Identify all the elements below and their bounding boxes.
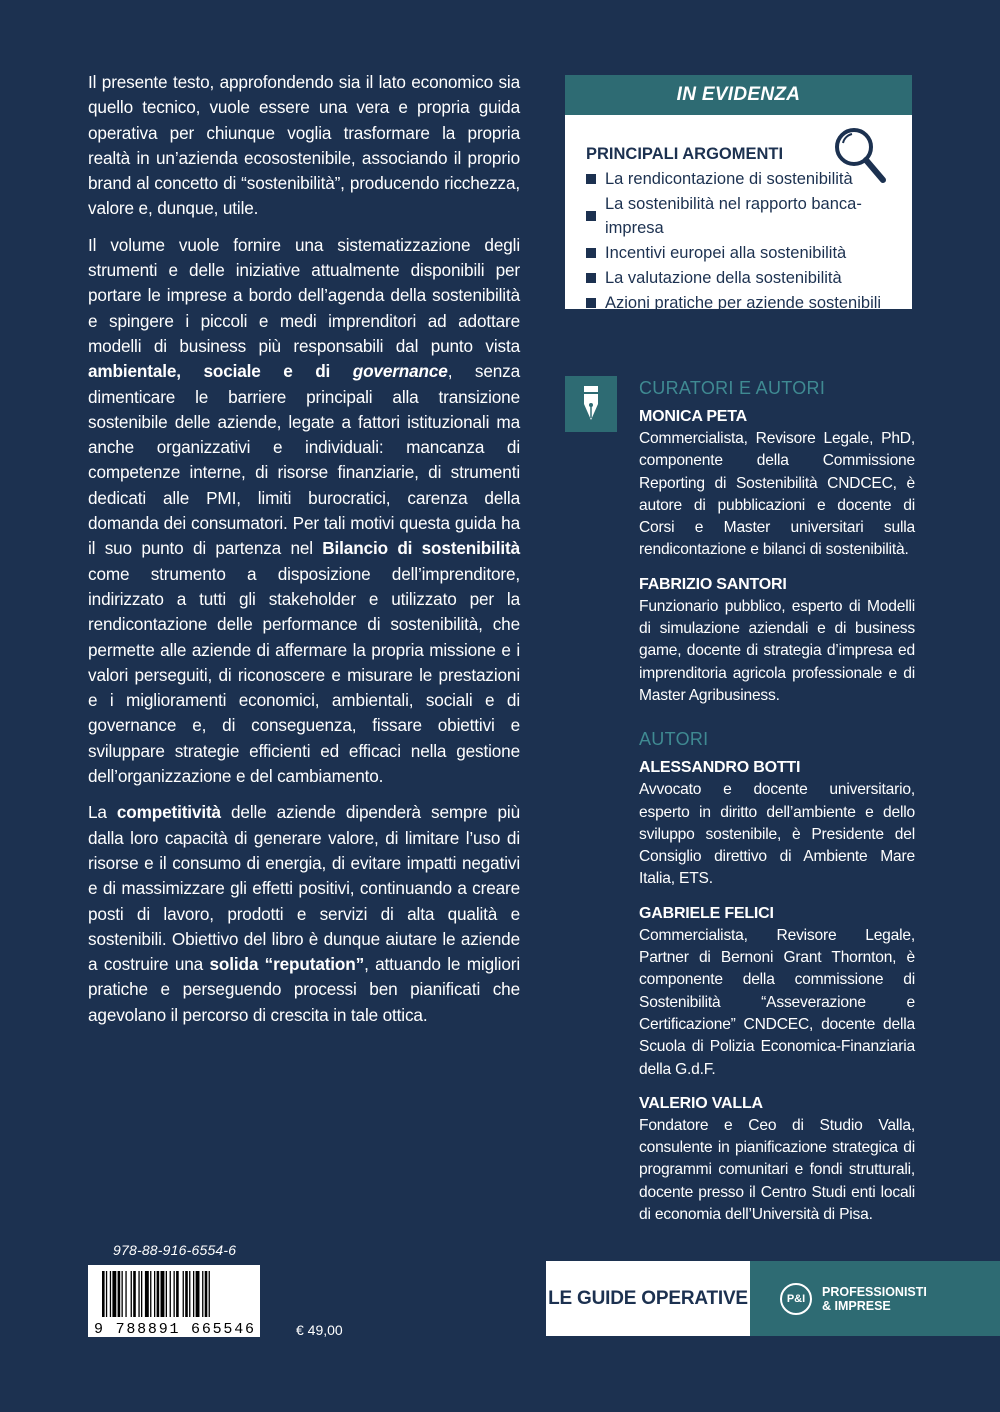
bold-run: solida “reputation” [209, 954, 365, 975]
topic-label: Incentivi europei alla sostenibilità [605, 244, 847, 263]
topic-label: Azioni pratiche per aziende sostenibili [605, 293, 882, 312]
text-run: , attuando le migliori pratiche e perseguendo processi ben pianificati che agevolano il percorso di crescita in tale ottica. [88, 954, 520, 1025]
barcode-bar [174, 1271, 175, 1317]
barcode-bar [189, 1271, 190, 1317]
author-entry [639, 574, 915, 707]
author-entry [639, 406, 915, 562]
description-paragraph-3 [88, 800, 520, 1028]
author-name: VALERIO VALLA [639, 1094, 763, 1112]
topic-item [586, 291, 892, 316]
barcode-bar [196, 1271, 200, 1317]
author-bio: Commercialista, Revisore Legale, PhD, componente della Commissione Reporting di Sostenibilità CNDCEC, è autore di pubblicazioni e docente di Corsi e Master universitari sulla rendicontazione e bilanci di sostenibilità. [639, 430, 915, 559]
highlight-box [565, 75, 912, 312]
author-bio: Funzionario pubblico, esperto di Modelli di simulazione aziendali e di business game, docente di strategia d’impresa ed imprenditoria agricola professionale e di Master Agribusiness. [639, 597, 915, 704]
barcode-bar [150, 1271, 151, 1317]
barcode-bar [131, 1271, 132, 1317]
square-bullet-icon [586, 211, 596, 221]
author-name: ALESSANDRO BOTTI [639, 759, 801, 777]
barcode-bar [161, 1271, 165, 1317]
description-column [88, 70, 520, 1039]
authors-icon-box [565, 376, 617, 432]
barcode-bar [176, 1271, 179, 1317]
publisher-brand [750, 1261, 1000, 1336]
highlight-header: IN EVIDENZA [565, 75, 912, 115]
square-bullet-icon [586, 174, 596, 184]
price: € 49,00 [296, 1322, 343, 1338]
barcode-bar [106, 1271, 107, 1317]
topic-label: La rendicontazione di sostenibilità [605, 170, 853, 188]
topic-label: La sostenibilità nel rapporto banca-impresa [605, 194, 862, 238]
square-bullet-icon [586, 248, 596, 258]
barcode-bar [112, 1271, 116, 1317]
barcode-bar [193, 1271, 194, 1317]
text-run: delle aziende dipenderà sempre più dalla loro capacità di generare valore, di limitare l’uso di risorse e il consumo di energia, di evitare impatti negativi e di massimizzare gli effetti positivi, continuando a creare posti di lavoro, prodotti e servizi di alta qualità e sostenibili. Obiettivo del libro è dunque aiutare le aziende a costruire una [88, 802, 520, 975]
barcode-bars [88, 1265, 260, 1337]
author-name: GABRIELE FELICI [639, 904, 774, 922]
barcode-bar [110, 1271, 111, 1317]
barcode-bar [125, 1271, 126, 1317]
barcode-bar [157, 1271, 160, 1317]
author-entry [639, 903, 915, 1081]
author-name: FABRIZIO SANTORI [639, 575, 787, 593]
barcode-bar [118, 1271, 121, 1317]
barcode-digits: 9 788891 665546 [94, 1321, 254, 1337]
bold-run: Bilancio di sostenibilità [322, 538, 520, 559]
magnifier-icon [832, 125, 888, 185]
bold-run: ambientale, sociale e di [88, 361, 353, 382]
text-run: come strumento a disposizione dell’imprenditore, indirizzato a tutti gli stakeholder e utilizzato per la rendicontazione delle performance di sostenibilità, che permette alle aziende di affermare la propria missione e i valori perseguiti, di riconoscere e misurare le prestazioni e i miglioramenti economici, ambientali, sociali e di governance e, di conseguenza, fissare obiettivi e sviluppare strategie efficienti ed efficaci nella gestione dell’organizzazione e del cambiamento. [88, 563, 520, 787]
barcode-bar [141, 1271, 142, 1317]
square-bullet-icon [586, 273, 596, 283]
text-run: , senza dimenticare le barriere principali alla transizione sostenibile delle aziende, legate a fattori istituzionali ma anche organizzativi e individuali: mancanza di competenze interne, di risorse finanziarie, di strumenti dedicati alle PMI, limiti burocratici, carenza della domanda dei consumatori. Per tali motivi questa guida ha il suo punto di partenza nel [88, 361, 520, 559]
author-bio: Commercialista, Revisore Legale, Partner di Bernoni Grant Thornton, è componente della commissione di Sostenibilità “Asseverazione e Certificazione” CNDCEC, docente della Scuola di Polizia Economica-Finanziaria della G.d.F. [639, 926, 915, 1078]
highlight-title: PRINCIPALI ARGOMENTI [586, 145, 784, 163]
barcode-bar [138, 1271, 139, 1317]
bold-italic-run: governance [352, 361, 448, 382]
topic-item [586, 192, 892, 241]
barcode-bar [170, 1271, 171, 1317]
publisher-logo-icon: P&I [780, 1283, 812, 1315]
barcode-bar [133, 1271, 136, 1317]
topic-item [586, 241, 892, 266]
publisher-name [822, 1285, 927, 1313]
barcode-bar [185, 1271, 188, 1317]
publisher-name-line: & IMPRESE [822, 1298, 891, 1313]
author-bio: Fondatore e Ceo di Studio Valla, consulente in pianificazione strategica di programmi comunitari e fondi strutturali, docente presso il Centro Studi enti locali di economia dell’Università di Pisa. [639, 1116, 915, 1224]
topic-label: La valutazione della sostenibilità [605, 268, 842, 287]
barcode-bar [202, 1271, 203, 1317]
topics-list [586, 167, 892, 315]
barcode-bar [209, 1271, 210, 1317]
author-bio: Avvocato e docente universitario, esperto in diritto dell’ambiente e dello sviluppo sostenibile, è Presidente del Consiglio direttivo di Ambiente Mare Italia, ETS. [639, 781, 915, 888]
barcode-bar [154, 1271, 155, 1317]
description-paragraph-2 [88, 233, 520, 790]
author-entry [639, 757, 915, 890]
barcode-bar [205, 1271, 208, 1317]
bold-run: competitività [116, 802, 221, 823]
text-run: La [88, 802, 117, 823]
topic-item [586, 266, 892, 291]
barcode-bar [166, 1271, 167, 1317]
barcode-bar [145, 1271, 149, 1317]
description-paragraph-1: Il presente testo, approfondendo sia il lato economico sia quello tecnico, vuole essere una vera e propria guida operativa per chiunque voglia trasformare la propria realtà in un’azienda ecosostenibile, associando il proprio brand al concetto di “sostenibilità”, producendo ricchezza, valore e, dunque, utile. [88, 72, 520, 219]
publisher-name-line: PROFESSIONISTI [822, 1284, 927, 1299]
barcode [88, 1265, 260, 1337]
author-name: MONICA PETA [639, 408, 748, 425]
isbn-number: 978-88-916-6554-6 [113, 1242, 237, 1258]
authors-column [639, 376, 915, 1238]
highlight-body [565, 115, 912, 315]
barcode-bar [102, 1271, 105, 1317]
series-name: LE GUIDE OPERATIVE [546, 1261, 750, 1336]
barcode-bar [122, 1271, 123, 1317]
text-run: Il volume vuole fornire una sistematizzazione degli strumenti e delle iniziative attualmente disponibili per portare le imprese a bordo dell’agenda della sostenibilità e spingere i piccoli e medi imprenditori ad adottare modelli di business più responsabili dal punto vista [88, 234, 520, 356]
author-entry [639, 1093, 915, 1226]
square-bullet-icon [586, 298, 596, 308]
fountain-pen-icon [576, 384, 606, 424]
authors-section-title: AUTORI [639, 729, 709, 750]
barcode-bar [183, 1271, 184, 1317]
curators-section-title: CURATORI E AUTORI [639, 378, 826, 398]
